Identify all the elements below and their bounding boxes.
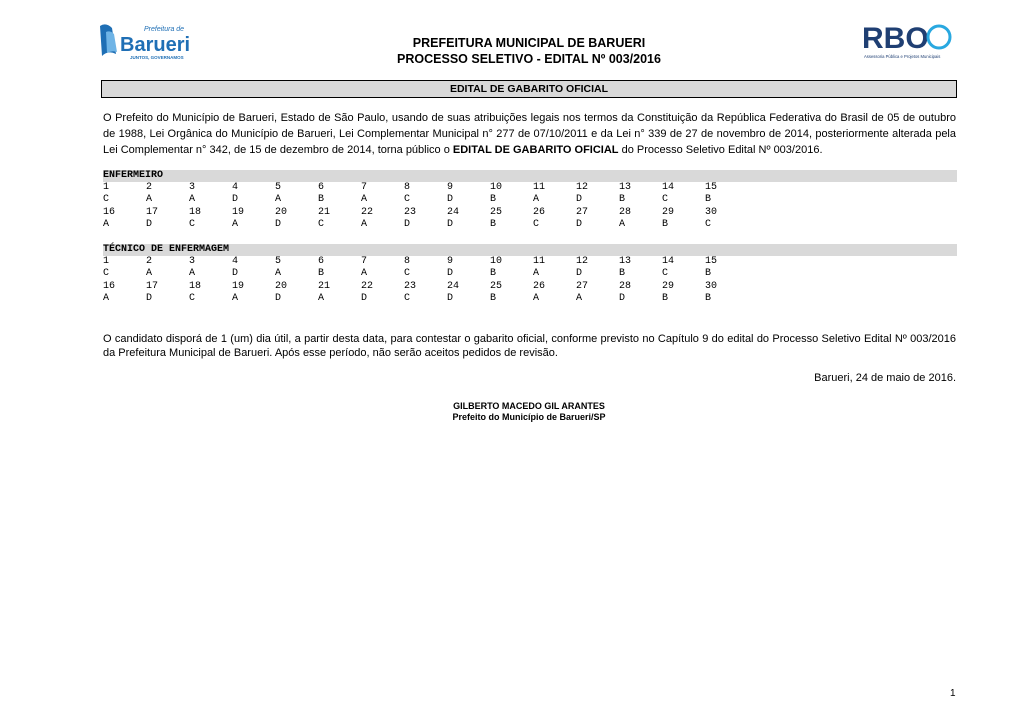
grid-cell: 26 [533,206,546,218]
section-tecnico-enfermagem [103,244,957,305]
grid-cell: 22 [361,280,374,292]
grid-cell: 5 [275,182,282,193]
grid-cell: 13 [619,256,632,267]
grid-cell: C [662,194,669,206]
grid-cell: D [576,194,583,206]
grid-cell: 18 [189,280,202,292]
intro-paragraph [103,110,956,158]
grid-cell: B [318,194,325,206]
grid-cell: C [189,292,196,304]
grid-row [103,293,957,305]
page-number: 1 [950,688,956,699]
grid-cell: D [447,194,454,206]
grid-cell: 30 [705,280,718,292]
grid-cell: 12 [576,256,589,267]
grid-cell: D [447,268,454,280]
intro-text-end: do Processo Seletivo Edital Nº 003/2016. [618,144,823,156]
grid-row [103,268,957,280]
grid-cell: D [232,194,239,206]
closing-paragraph: O candidato disporá de 1 (um) dia útil, a partir desta data, para contestar o gabarito oficial, conforme previsto no Capítulo 9 do edital do Processo Seletivo Edital Nº 003/2016 da Prefeitura Municipal de Barueri. Após esse período, não serão aceitos pedidos de revisão. [103,333,956,359]
grid-cell: A [103,292,110,304]
grid-cell: 10 [490,256,503,267]
grid-cell: D [404,218,411,230]
grid-cell: 3 [189,256,196,267]
grid-cell: B [490,292,497,304]
grid-cell: A [318,292,325,304]
grid-cell: D [275,218,282,230]
grid-cell: D [232,268,239,280]
grid-cell: 27 [576,206,589,218]
grid-cell: B [619,194,626,206]
grid-cell: A [189,268,196,280]
grid-cell: 19 [232,206,245,218]
grid-cell: A [189,194,196,206]
grid-cell: 11 [533,256,546,267]
grid-cell: 19 [232,280,245,292]
grid-cell: C [404,194,411,206]
grid-cell: D [576,218,583,230]
grid-cell: 21 [318,280,331,292]
grid-cell: 8 [404,182,411,193]
grid-cell: 2 [146,256,153,267]
header-title-line1: PREFEITURA MUNICIPAL DE BARUERI [412,36,646,50]
grid-cell: 1 [103,256,110,267]
grid-row [103,194,957,206]
grid-cell: 23 [404,206,417,218]
grid-cell: C [103,268,110,280]
grid-cell: 13 [619,182,632,193]
grid-cell: 17 [146,206,159,218]
svg-text:Assessoria Pública e Projetos: Assessoria Pública e Projetos Municipais [864,54,941,59]
svg-text:Barueri: Barueri [120,34,191,56]
grid-cell: B [705,292,712,304]
grid-cell: A [275,268,282,280]
grid-row [103,256,957,268]
grid-cell: 28 [619,206,632,218]
grid-cell: 3 [189,182,196,193]
grid-cell: 29 [662,206,675,218]
svg-text:Prefeitura de: Prefeitura de [144,26,185,33]
grid-cell: 20 [275,280,288,292]
grid-cell: A [533,194,540,206]
grid-cell: 27 [576,280,589,292]
grid-cell: 17 [146,280,159,292]
grid-row [103,281,957,293]
answer-grid [103,182,957,231]
grid-cell: B [662,292,669,304]
grid-cell: 29 [662,280,675,292]
grid-cell: D [447,292,454,304]
grid-cell: A [232,292,239,304]
grid-cell: A [361,268,368,280]
signature-name: GILBERTO MACEDO GIL ARANTES [453,401,605,411]
edital-banner: EDITAL DE GABARITO OFICIAL [101,80,957,98]
grid-cell: C [662,268,669,280]
grid-cell: 24 [447,206,460,218]
grid-cell: 22 [361,206,374,218]
grid-cell: 12 [576,182,589,193]
grid-cell: D [361,292,368,304]
grid-cell: 26 [533,280,546,292]
grid-cell: A [576,292,583,304]
grid-cell: 16 [103,206,116,218]
grid-cell: C [404,292,411,304]
grid-cell: 10 [490,182,503,193]
intro-bold: EDITAL DE GABARITO OFICIAL [452,144,619,156]
signature-role: Prefeito do Município de Barueri/SP [452,412,606,422]
grid-cell: 6 [318,256,325,267]
section-enfermeiro [103,170,957,231]
grid-cell: D [447,218,454,230]
grid-cell: 18 [189,206,202,218]
grid-cell: D [576,268,583,280]
grid-cell: A [361,194,368,206]
grid-cell: B [705,194,712,206]
grid-row [103,182,957,194]
grid-cell: B [490,268,497,280]
grid-cell: B [619,268,626,280]
grid-cell: A [533,292,540,304]
grid-cell: 15 [705,256,718,267]
grid-cell: C [404,268,411,280]
grid-cell: 14 [662,182,675,193]
intro-text: O Prefeito do Município de Barueri, Estado de São Paulo, usando de suas atribuições legais nos termos da Constituição da República Federativa do Brasil de 05 de outubro de 1988, Lei Orgânica do Município de Barueri, Lei Complementar Municipal n° 277 de 07/10/2011 e da Lei n° 339 de 27 de novembro de 2014, posteriormente alterada pela Lei Complementar n° 342, de 15 de dezembro de 2014, torna público o [103,112,956,156]
grid-cell: 23 [404,280,417,292]
grid-cell: 16 [103,280,116,292]
grid-cell: 15 [705,182,718,193]
grid-cell: D [619,292,626,304]
grid-cell: C [705,218,712,230]
grid-cell: A [275,194,282,206]
grid-cell: 4 [232,182,239,193]
grid-cell: 5 [275,256,282,267]
svg-text:JUNTOS, GOVERNAMOS: JUNTOS, GOVERNAMOS [130,55,184,60]
grid-cell: D [146,292,153,304]
grid-cell: 7 [361,256,368,267]
grid-cell: B [490,194,497,206]
grid-cell: 2 [146,182,153,193]
section-title: TÉCNICO DE ENFERMAGEM [103,244,957,256]
grid-cell: 8 [404,256,411,267]
grid-cell: 30 [705,206,718,218]
grid-cell: A [533,268,540,280]
grid-cell: 25 [490,206,503,218]
grid-cell: A [146,268,153,280]
grid-cell: 9 [447,256,454,267]
grid-cell: 1 [103,182,110,193]
grid-cell: A [232,218,239,230]
grid-cell: 25 [490,280,503,292]
grid-cell: C [189,218,196,230]
grid-cell: D [275,292,282,304]
section-title: ENFERMEIRO [103,170,957,182]
grid-cell: 21 [318,206,331,218]
grid-cell: D [146,218,153,230]
grid-cell: 7 [361,182,368,193]
grid-cell: 20 [275,206,288,218]
grid-cell: A [619,218,626,230]
grid-cell: B [490,218,497,230]
grid-cell: B [705,268,712,280]
grid-cell: A [146,194,153,206]
grid-cell: C [318,218,325,230]
grid-row [103,207,957,219]
grid-cell: 28 [619,280,632,292]
grid-cell: A [361,218,368,230]
grid-cell: A [103,218,110,230]
grid-cell: 14 [662,256,675,267]
grid-cell: 11 [533,182,546,193]
grid-cell: B [662,218,669,230]
grid-cell: 9 [447,182,454,193]
grid-cell: 6 [318,182,325,193]
header-title-line2: PROCESSO SELETIVO - EDITAL Nº 003/2016 [397,52,661,66]
grid-cell: 4 [232,256,239,267]
grid-cell: C [103,194,110,206]
grid-row [103,219,957,231]
document-date: Barueri, 24 de maio de 2016. [814,372,956,384]
grid-cell: C [533,218,540,230]
svg-text:RBO: RBO [862,22,929,55]
grid-cell: 24 [447,280,460,292]
answer-grid [103,256,957,305]
grid-cell: B [318,268,325,280]
